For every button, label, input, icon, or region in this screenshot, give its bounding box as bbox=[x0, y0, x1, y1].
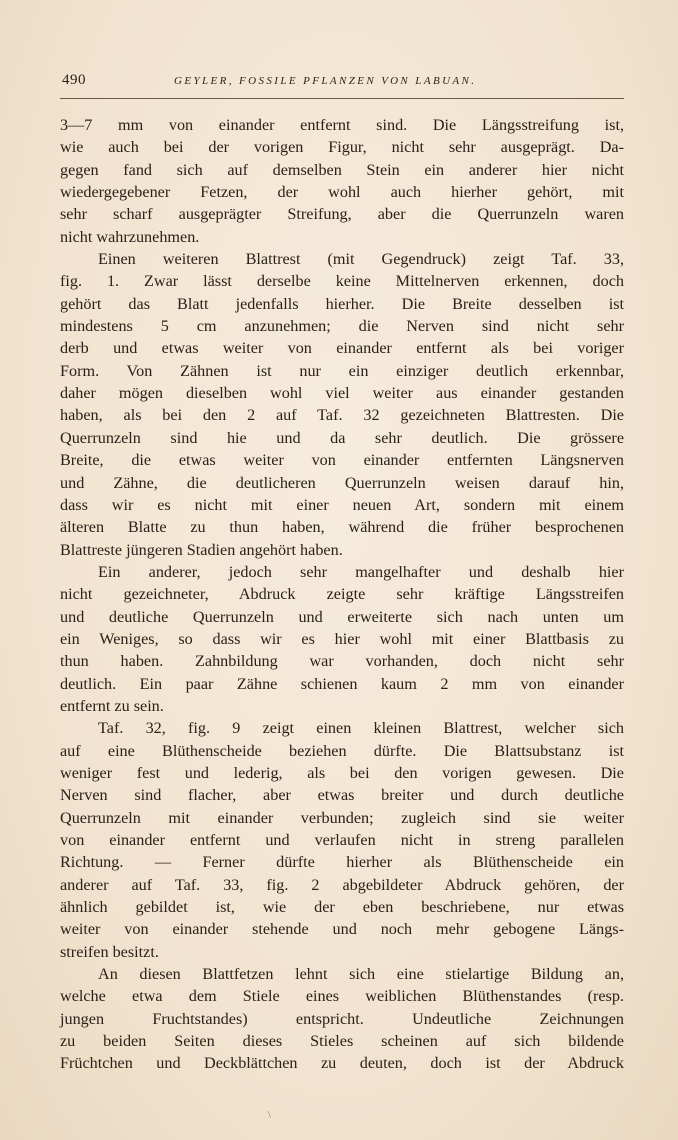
text-line: wie auch bei der vorigen Figur, nicht sehr ausgeprägt. Da- bbox=[60, 138, 624, 157]
text-line: sehr scharf ausgeprägter Streifung, aber die Querrunzeln waren bbox=[60, 205, 624, 224]
text-line: haben, als bei den 2 auf Taf. 32 gezeichneten Blattresten. Die bbox=[60, 406, 624, 425]
text-line: welche etwa dem Stiele eines weiblichen Blüthenstandes (resp. bbox=[60, 987, 624, 1006]
page-number: 490 bbox=[62, 72, 86, 88]
text-line: nicht wahrzunehmen. bbox=[60, 227, 200, 246]
text-line: weiter von einander stehende und noch mehr gebogene Längs- bbox=[60, 920, 624, 939]
body-text bbox=[60, 114, 624, 1075]
text-line: von einander entfernt und verlaufen nicht in streng parallelen bbox=[60, 831, 624, 849]
running-head: GEYLER, FOSSILE PFLANZEN VON LABUAN. bbox=[174, 75, 477, 87]
footer-mark: \ bbox=[268, 1110, 271, 1121]
text-line: Taf. 32, fig. 9 zeigt einen kleinen Blattrest, welcher sich bbox=[98, 719, 624, 738]
text-line: Einen weiteren Blattrest (mit Gegendruck) zeigt Taf. 33, bbox=[98, 250, 624, 269]
text-line: anderer auf Taf. 33, fig. 2 abgebildeter Abdruck gehören, der bbox=[60, 875, 624, 894]
text-line: zu beiden Seiten dieses Stieles scheinen auf sich bildende bbox=[60, 1032, 624, 1051]
text-line: Früchtchen und Deckblättchen zu deuten, doch ist der Abdruck bbox=[60, 1054, 624, 1073]
text-line: Ein anderer, jedoch sehr mangelhafter und deshalb hier bbox=[98, 562, 624, 581]
text-line: gegen fand sich auf demselben Stein ein anderer hier nicht bbox=[60, 160, 624, 179]
text-line: derb und etwas weiter von einander entfernt als bei voriger bbox=[60, 339, 624, 358]
text-line: Querrunzeln mit einander verbunden; zugleich sind sie weiter bbox=[60, 808, 624, 827]
text-line: auf eine Blüthenscheide beziehen dürfte. Die Blattsubstanz ist bbox=[60, 741, 624, 760]
text-line: älteren Blatte zu thun haben, während die früher besprochenen bbox=[60, 518, 624, 537]
text-line: mindestens 5 cm anzunehmen; die Nerven sind nicht sehr bbox=[60, 317, 624, 336]
text-line: thun haben. Zahnbildung war vorhanden, doch nicht sehr bbox=[60, 652, 624, 671]
text-line: wiedergegebener Fetzen, der wohl auch hierher gehört, mit bbox=[60, 183, 624, 202]
text-line: fig. 1. Zwar lässt derselbe keine Mittelnerven erkennen, doch bbox=[60, 272, 624, 291]
text-line: ähnlich gebildet ist, wie der eben beschriebene, nur etwas bbox=[60, 898, 624, 917]
text-line: entfernt zu sein. bbox=[60, 696, 164, 715]
text-line: daher mögen dieselben wohl viel weiter aus einander gestanden bbox=[60, 384, 624, 403]
text-line: Blattreste jüngeren Stadien angehört haben. bbox=[60, 540, 343, 559]
text-line: Nerven sind flacher, aber etwas breiter und durch deutliche bbox=[60, 786, 624, 805]
text-line: gehört das Blatt jedenfalls hierher. Die Breite desselben ist bbox=[60, 294, 624, 313]
text-line: nicht gezeichneter, Abdruck zeigte sehr kräftige Längsstreifen bbox=[60, 585, 624, 604]
text-line: jungen Fruchtstandes) entspricht. Undeutliche Zeichnungen bbox=[60, 1009, 624, 1028]
text-line: und deutliche Querrunzeln und erweiterte sich nach unten um bbox=[60, 607, 624, 626]
text-line: deutlich. Ein paar Zähne schienen kaum 2 mm von einander bbox=[60, 674, 624, 693]
page-header bbox=[60, 72, 622, 94]
text-line: weniger fest und lederig, als bei den vorigen gewesen. Die bbox=[60, 763, 624, 782]
text-line: dass wir es nicht mit einer neuen Art, sondern mit einem bbox=[60, 495, 624, 514]
text-line: Form. Von Zähnen ist nur ein einziger deutlich erkennbar, bbox=[60, 361, 624, 380]
text-line: Richtung. — Ferner dürfte hierher als Blüthenscheide ein bbox=[60, 853, 624, 872]
text-line: streifen besitzt. bbox=[60, 942, 159, 961]
text-line: Querrunzeln sind hie und da sehr deutlich. Die grössere bbox=[60, 428, 624, 447]
text-line: An diesen Blattfetzen lehnt sich eine stielartige Bildung an, bbox=[98, 965, 624, 984]
text-line: 3—7 mm von einander entfernt sind. Die Längsstreifung ist, bbox=[60, 116, 624, 134]
header-rule bbox=[60, 98, 624, 99]
text-line: Breite, die etwas weiter von einander entfernten Längsnerven bbox=[60, 451, 624, 470]
text-line: ein Weniges, so dass wir es hier wohl mit einer Blattbasis zu bbox=[60, 629, 624, 648]
text-line: und Zähne, die deutlicheren Querrunzeln weisen darauf hin, bbox=[60, 473, 624, 492]
